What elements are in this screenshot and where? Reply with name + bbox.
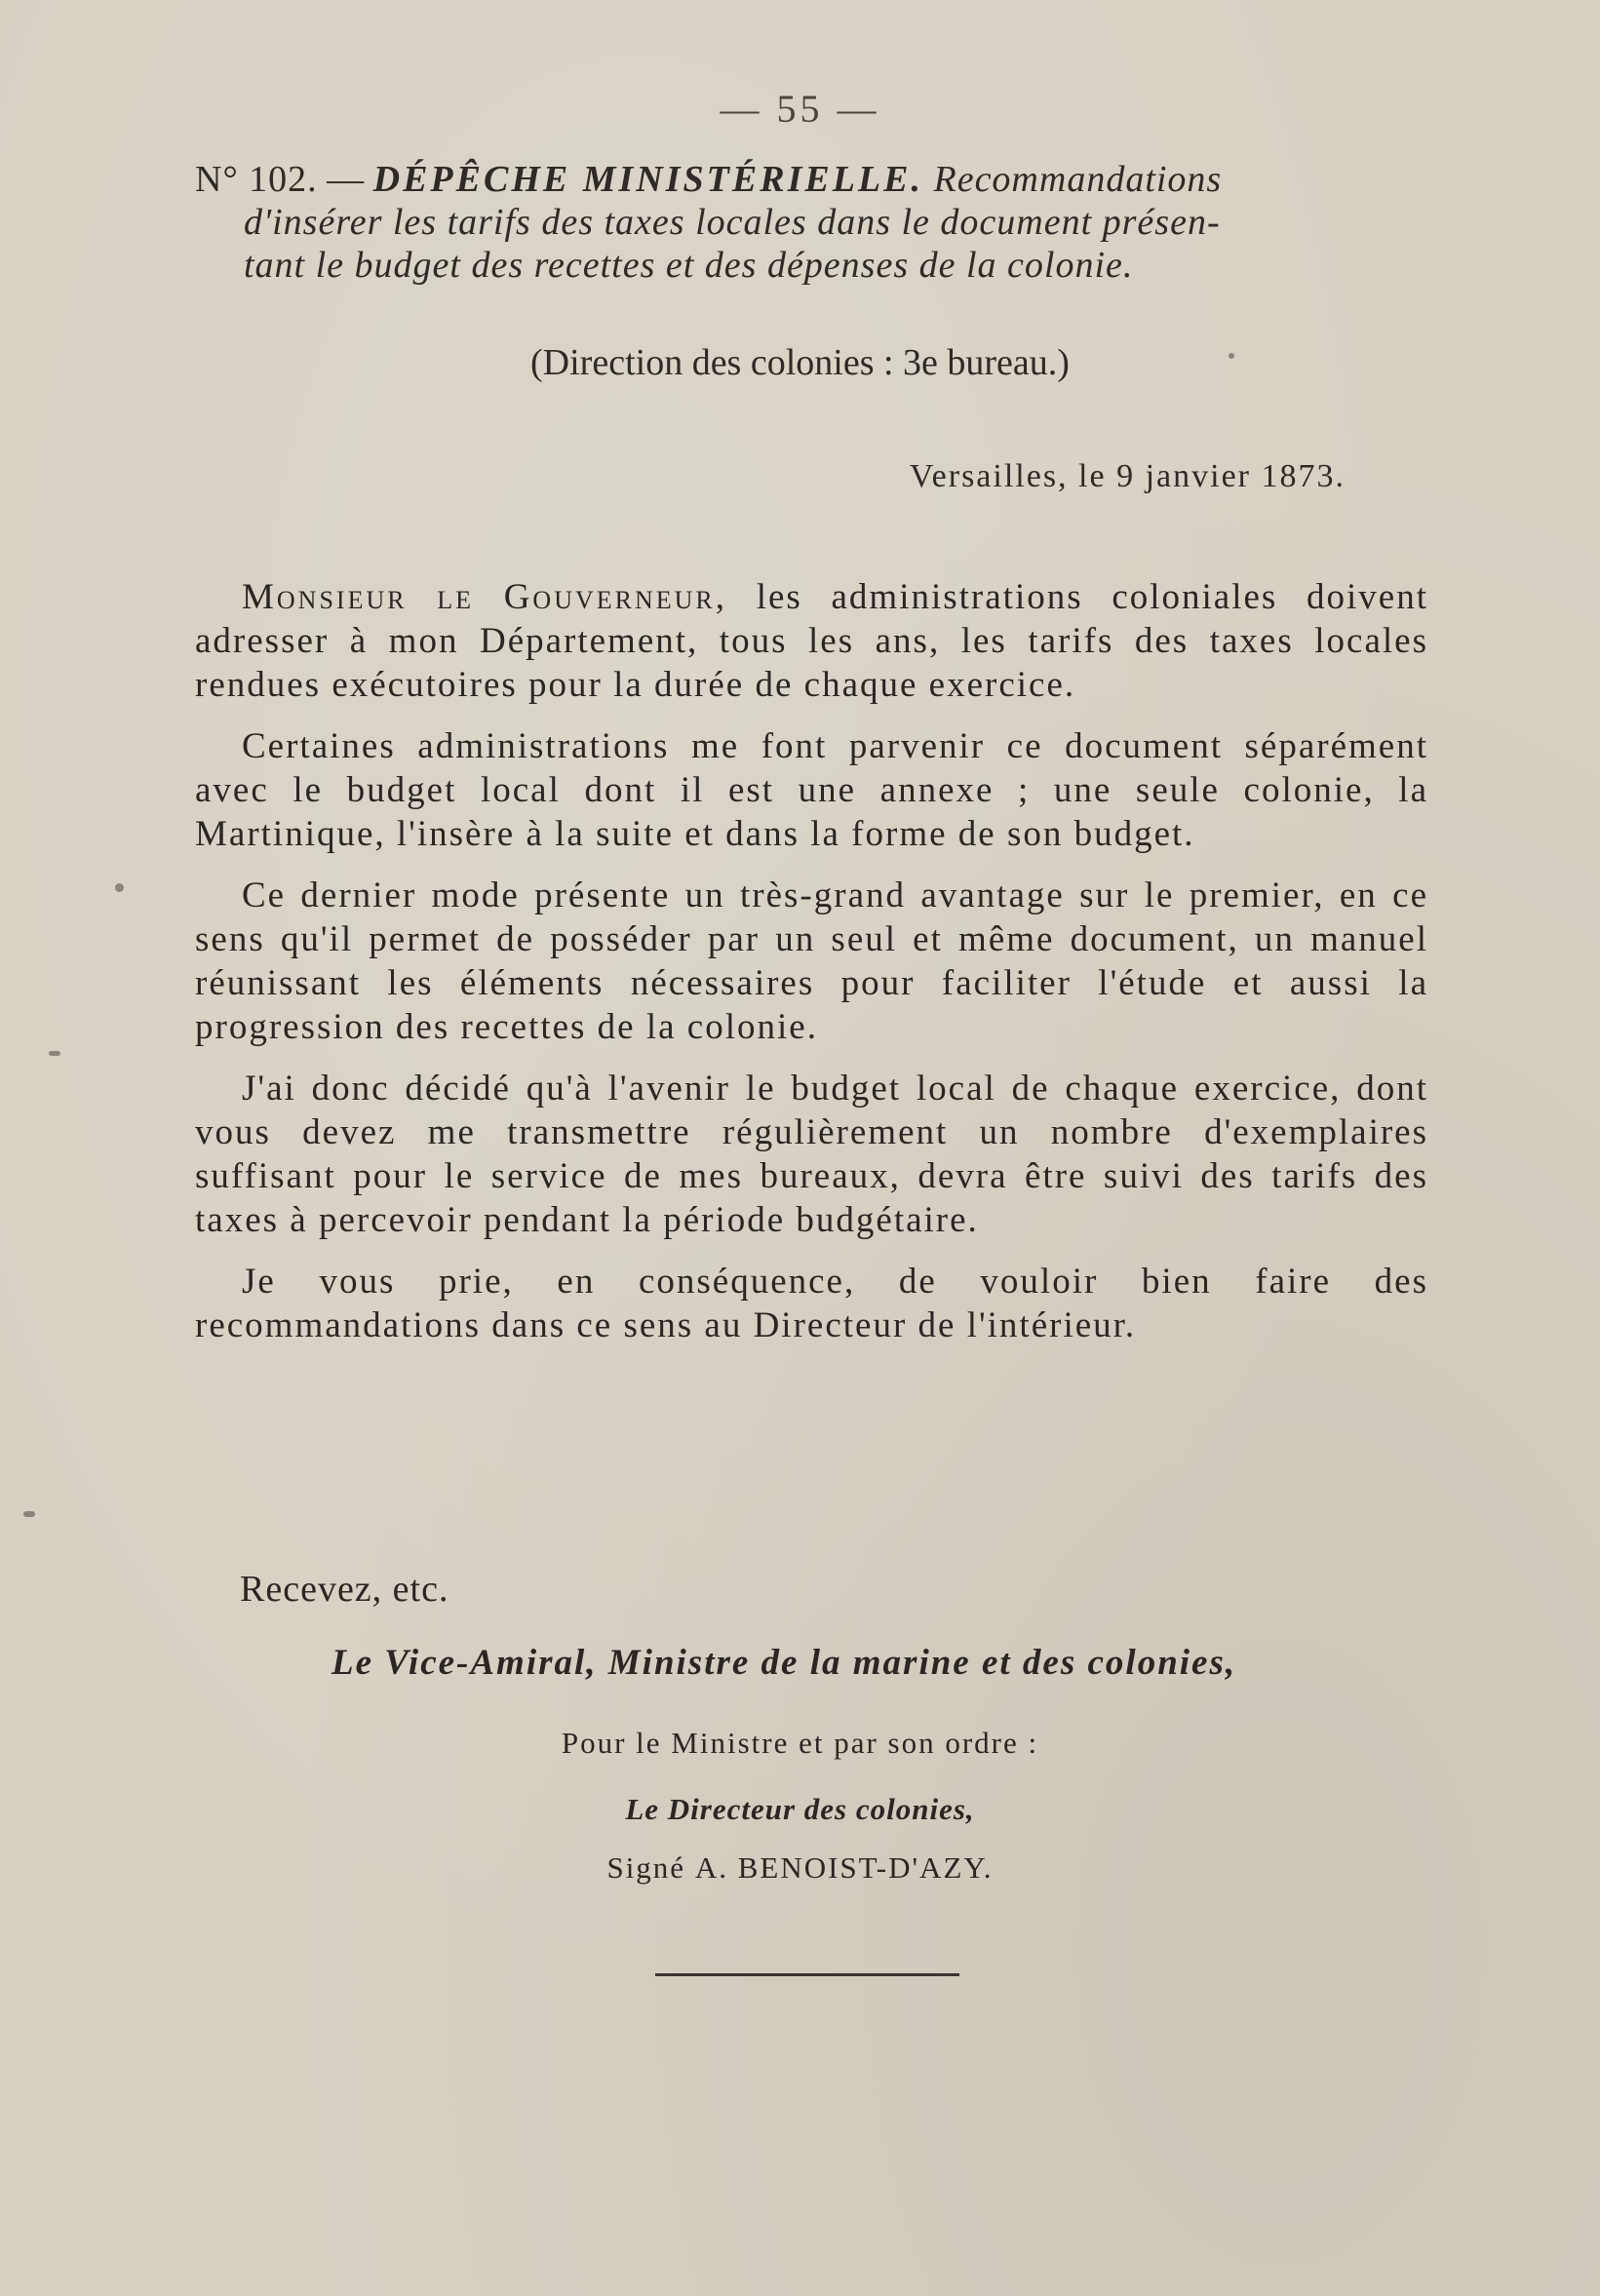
paragraph-2: Certaines administrations me font parvenir ce document séparément avec le budget local dont il est une annexe ; une seule colonie, la Martinique, l'insère à la suite et dans la forme de son budget. xyxy=(195,726,1428,854)
director-title: Le Directeur des colonies, xyxy=(625,1792,975,1826)
closing-rule xyxy=(655,1973,959,1976)
letter-body xyxy=(195,575,1428,1365)
summary-line-1: Recommandations xyxy=(922,159,1223,200)
heading-dash: — xyxy=(317,159,373,200)
summary-line-3: tant le budget des recettes et des dépenses de la colonie. xyxy=(244,245,1134,286)
direction-note: (Direction des colonies : 3e bureau.) xyxy=(530,342,1070,383)
summary-line-2: d'insérer les tarifs des taxes locales dans le document présen- xyxy=(244,202,1221,243)
page-number: — 55 — xyxy=(720,87,880,131)
place-date: Versailles, le 9 janvier 1873. xyxy=(909,458,1346,494)
paragraph-4: J'ai donc décidé qu'à l'avenir le budget local de chaque exercice, dont vous devez me transmettre régulièrement un nombre d'exemplaires suffisant pour le service de mes bureaux, devra être suivi des tarifs des taxes à percevoir pendant la période budgétaire. xyxy=(195,1069,1428,1240)
by-order-line: Pour le Ministre et par son ordre : xyxy=(561,1726,1039,1760)
signatory-name: A. BENOIST-D'AZY. xyxy=(694,1850,994,1885)
paper-speck xyxy=(1229,353,1234,359)
signature-line xyxy=(0,1850,1600,1886)
closing-formula: Recevez, etc. xyxy=(240,1569,449,1610)
paper-speck xyxy=(23,1511,35,1517)
paper-speck xyxy=(49,1051,60,1056)
paragraph-3: Ce dernier mode présente un très-grand avantage sur le premier, en ce sens qu'il permet de posséder par un seul et même document, un manuel réunissant les éléments nécessaires pour faciliter l'étude et aussi la progression des recettes de la colonie. xyxy=(195,876,1428,1047)
dispatch-title: DÉPÊCHE MINISTÉRIELLE. xyxy=(372,159,923,200)
dispatch-heading xyxy=(195,158,1433,287)
paragraph-1-text: les administrations coloniales doivent adresser à mon Département, tous les ans, les tarifs des taxes locales rendues exécutoires pour la durée de chaque exercice. xyxy=(195,577,1428,705)
heading-line-1 xyxy=(195,158,1433,201)
paragraph-5: Je vous prie, en conséquence, de vouloir bien faire des recommandations dans ce sens au Directeur de l'intérieur. xyxy=(195,1262,1428,1345)
dispatch-number: N° 102. xyxy=(195,159,318,200)
salutation: Monsieur le Gouverneur, xyxy=(242,577,728,617)
minister-title: Le Vice-Amiral, Ministre de la marine et des colonies, xyxy=(332,1643,1237,1683)
paragraph-1 xyxy=(195,575,1428,707)
paper-speck xyxy=(115,883,124,892)
signature-prefix: Signé xyxy=(606,1850,695,1885)
